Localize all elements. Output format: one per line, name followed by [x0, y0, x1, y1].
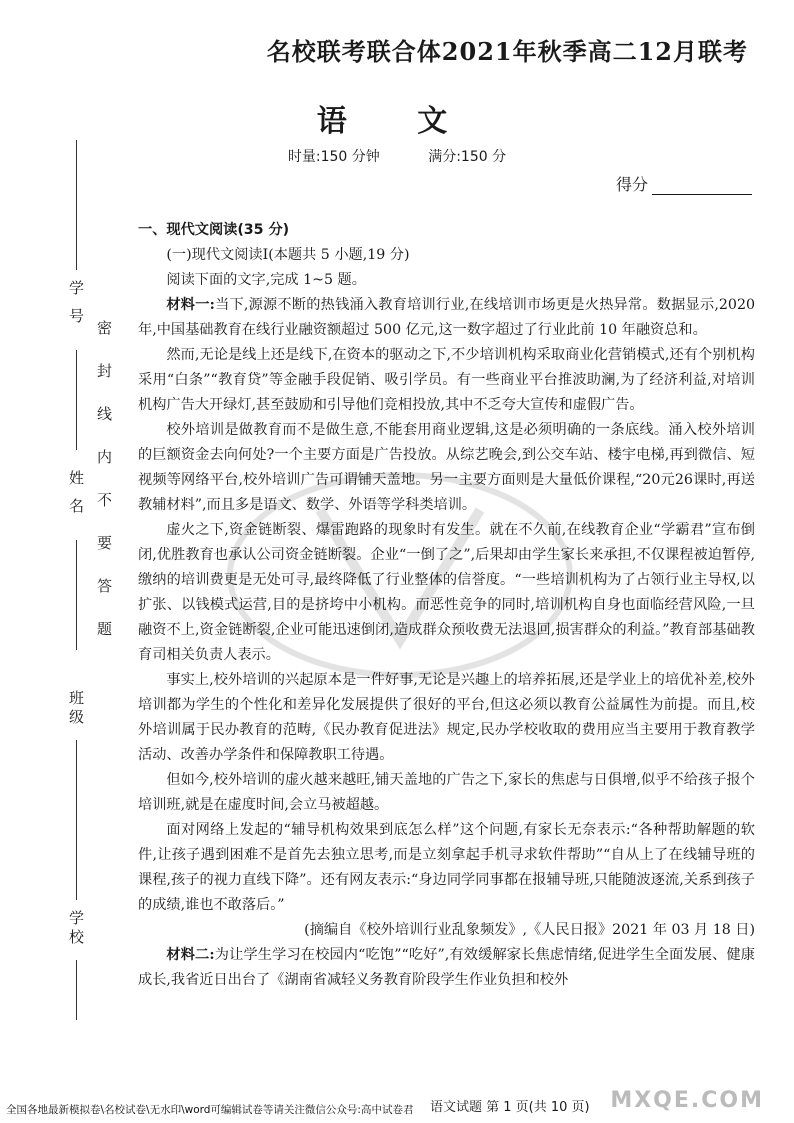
binding-line: [76, 540, 77, 650]
binding-line: [76, 350, 77, 450]
material-two-paragraph: [138, 943, 755, 993]
paragraph: 面对网络上发起的“辅导机构效果到底怎么样”这个问题,有家长无奈表示:“各种帮助解题的软件,让孩子遇到困难不是首先去独立思考,而是立刻拿起手机寻求软件帮助”“自从上了在线辅导班的课程,孩子的视力直线下降”。还有网友表示:“身边同学同事都在报辅导班,只能随波逐流,关系到孩子的成绩,谁也不敢落后。”: [138, 822, 755, 913]
name-label: 姓 名: [67, 470, 85, 517]
paragraph: 校外培训是做教育而不是做生意,不能套用商业逻辑,这是必须明确的一条底线。涌入校外培训的巨额资金去向何处?一个主要方面是广告投放。从综艺晚会,到公交车站、楼宇电梯,再到微信、短视频等网络平台,校外培训广告可谓铺天盖地。另一主要方面则是大量低价课程,“20元26课时,再送教辅材料”,而且多是语文、数学、外语等学科类培训。: [138, 422, 755, 513]
binding-line: [76, 140, 77, 270]
score-label: 得分: [616, 175, 649, 194]
school-label: 学校: [67, 910, 85, 948]
paragraph: 但如今,校外培训的虚火越来越旺,铺天盖地的广告之下,家长的焦虑与日俱增,似乎不给孩子报个培训班,就是在虚度时间,会立马被超越。: [138, 772, 755, 813]
sealing-notice: 密封线内不要答题: [95, 320, 113, 664]
exam-title: 名校联考联合体2021年秋季高二12月联考: [266, 37, 748, 66]
subsection-title: (一)现代文阅读Ⅰ(本题共 5 小题,19 分): [166, 247, 410, 263]
subject-title: 语 文: [316, 104, 478, 139]
material-one-paragraph: [138, 293, 755, 343]
material-one-label: 材料一:: [166, 297, 215, 313]
source-citation: (摘编自《校外培训行业乱象频发》,《人民日报》2021 年 03 月 18 日): [304, 922, 755, 938]
binding-line: [76, 740, 77, 900]
binding-strip: [0, 0, 130, 1123]
section-title: 一、现代文阅读(35 分): [138, 222, 290, 238]
score-field: [616, 172, 752, 195]
class-label: 班级: [67, 690, 85, 728]
student-id-label: 学 号: [67, 280, 85, 327]
exam-full-score: 满分:150 分: [428, 149, 507, 165]
paragraph: 虚火之下,资金链断裂、爆雷跑路的现象时有发生。就在不久前,在线教育企业“学霸君”宣布倒闭,优胜教育也承认公司资金链断裂。企业“一倒了之”,后果却由学生家长来承担,不仅课程被迫暂停,缴纳的培训费更是无处可寻,最终降低了行业整体的信誉度。“一些培训机构为了占领行业主导权,以扩张、以钱模式运营,目的是挤垮中小机构。而恶性竞争的同时,培训机构自身也面临经营风险,一旦融资不上,资金链断裂,企业可能迅速倒闭,造成群众预收费无法退回,损害群众的利益。”教育部基础教育司相关负责人表示。: [138, 522, 755, 663]
binding-line: [76, 960, 77, 1020]
score-blank: [652, 178, 752, 195]
exam-time: 时量:150 分钟: [287, 149, 380, 165]
paragraph: 然而,无论是线上还是线下,在资本的驱动之下,不少培训机构采取商业化营销模式,还有个别机构采用“白条”“教育贷”等金融手段促销、吸引学员。有一些商业平台推波助澜,为了经济利益,对培训机构广告大开绿灯,甚至鼓励和引导他们竞相投放,其中不乏夸大宣传和虚假广告。: [138, 347, 755, 413]
paragraph: 事实上,校外培训的兴起原本是一件好事,无论是兴趣上的培养拓展,还是学业上的培优补差,校外培训都为学生的个性化和差异化发展提供了很好的平台,但这必须以教育公益属性为前提。而且,校外培训属于民办教育的范畴,《民办教育促进法》规定,民办学校收取的费用应当主要用于教育教学活动、改善办学条件和保障教职工待遇。: [138, 672, 755, 763]
instruction: 阅读下面的文字,完成 1~5 题。: [166, 272, 366, 288]
page-number: 语文试题 第 1 页(共 10 页): [430, 1100, 590, 1115]
material-one-text: 当下,源源不断的热钱涌入教育培训行业,在线培训市场更是火热异常。数据显示,2020 年,中国基础教育在线行业融资额超过 500 亿元,这一数字超过了行业此前 10 年融资总和。: [138, 297, 755, 338]
reading-passage: [138, 218, 755, 993]
site-logo: MXQE.COM: [610, 1088, 764, 1113]
footer-note: 全国各地最新模拟卷\名校试卷\无水印\word可编辑试卷等请关注微信公众号:高中试卷君: [6, 1104, 414, 1116]
material-two-label: 材料二:: [166, 947, 215, 963]
material-two-text: 为让学生学习在校园内“吃饱”“吃好”,有效缓解家长焦虑情绪,促进学生全面发展、健康成长,我省近日出台了《湖南省减轻义务教育阶段学生作业负担和校外: [138, 947, 755, 988]
